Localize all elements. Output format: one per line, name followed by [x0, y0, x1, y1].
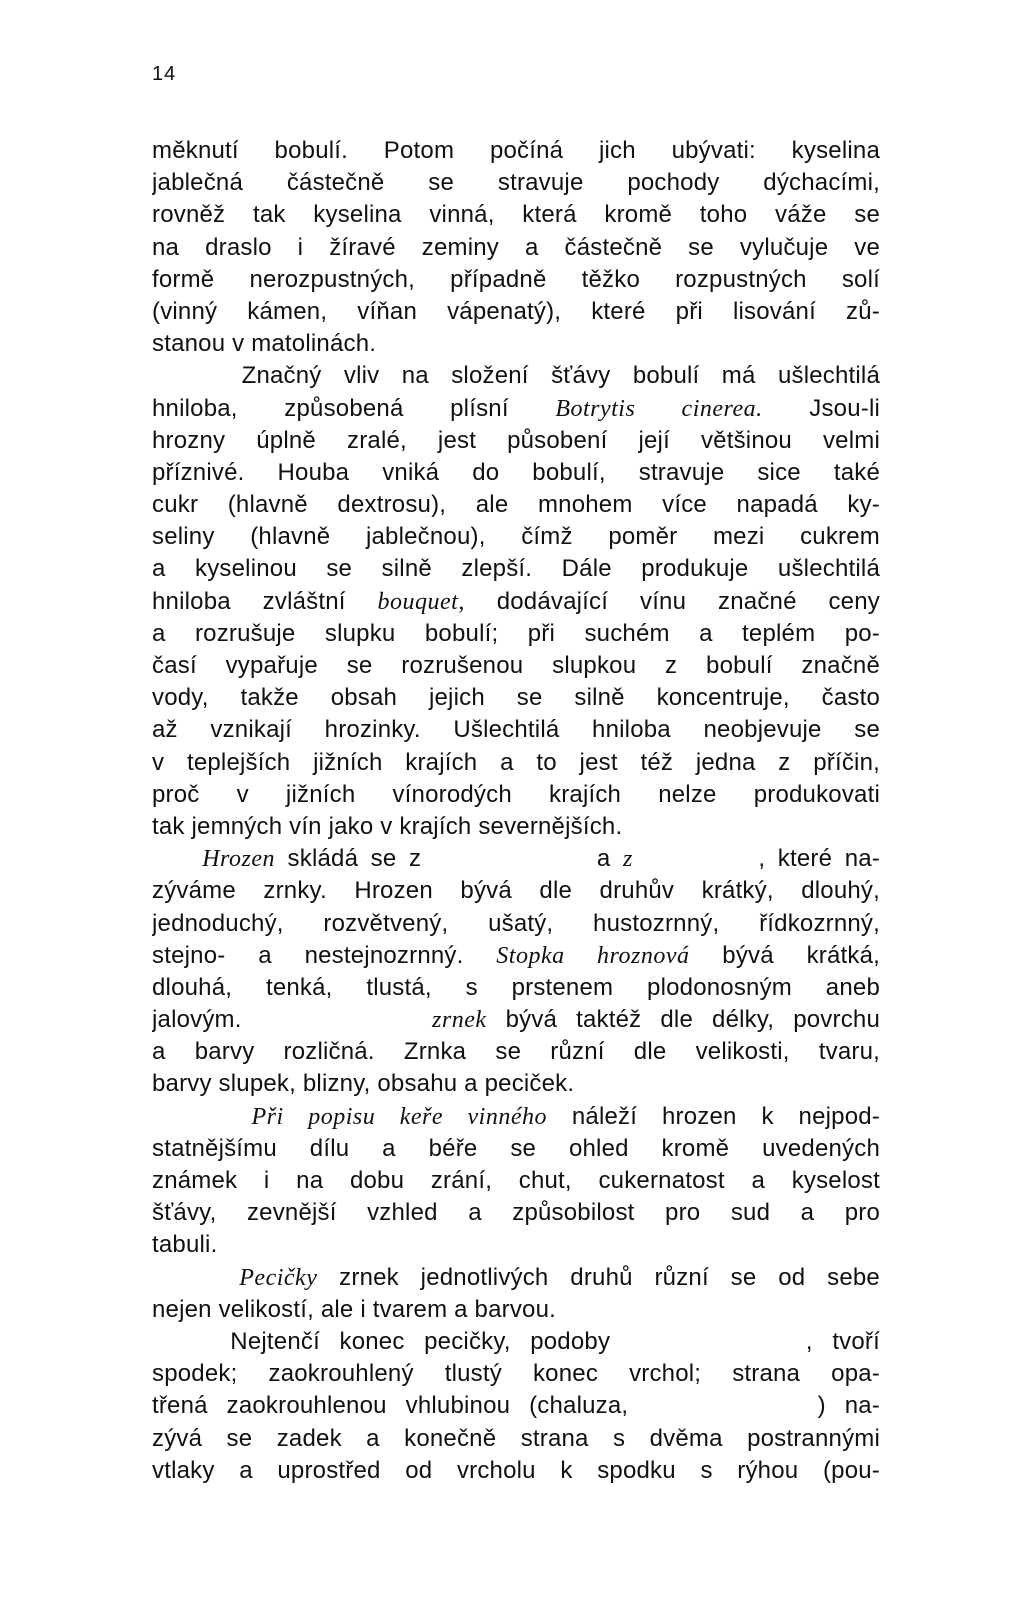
- text-line: [152, 714, 880, 746]
- text-segment: hniloba, způsobená plísní: [152, 394, 556, 422]
- text-line: [152, 553, 880, 585]
- italic-term: Pecičky: [239, 1264, 318, 1291]
- text-segment: vtlaky a uprostřed od vrcholu k spodku s rýhou (pou-: [152, 1456, 880, 1484]
- text-line: [152, 232, 880, 264]
- text-segment: hrozny úplně zralé, jest působení její většinou velmi: [152, 426, 880, 454]
- text-segment: zýváme zrnky. Hrozen bývá dle druhův krátký, dlouhý,: [152, 877, 880, 905]
- body-text: [152, 135, 880, 1487]
- italic-term: Hrozen: [202, 846, 275, 873]
- text-segment: [152, 845, 202, 872]
- text-segment: bývá taktéž dle délky, povrchu: [486, 1006, 880, 1034]
- text-line: [152, 1101, 880, 1133]
- text-segment: jednoduchý, rozvětvený, ušatý, hustozrnný, řídkozrnný,: [152, 909, 880, 937]
- text-line: [152, 650, 880, 682]
- text-line: [152, 1262, 880, 1294]
- text-segment: až vznikají hrozinky. Ušlechtilá hniloba neobjevuje se: [152, 716, 880, 744]
- text-segment: jablečná částečně se stravuje pochody dýchacími,: [152, 169, 880, 197]
- text-line: [152, 328, 880, 360]
- italic-term: Botrytis cinerea.: [555, 395, 763, 422]
- text-segment: šťávy, zevnější vzhled a způsobilost pro sud a pro: [152, 1199, 880, 1227]
- text-segment: příznivé. Houba vniká do bobulí, stravuje sice také: [152, 458, 880, 486]
- text-segment: [152, 1264, 239, 1291]
- text-segment: tak jemných vín jako v krajích severnějších.: [152, 812, 623, 840]
- text-line: [152, 1326, 880, 1358]
- text-segment: bývá krátká,: [689, 941, 880, 969]
- text-segment: náleží hrozen k nejpod-: [547, 1102, 880, 1130]
- text-line: [152, 264, 880, 296]
- text-segment: měknutí bobulí. Potom počíná jich ubývati: kyselina: [152, 137, 880, 164]
- text-line: [152, 1229, 880, 1261]
- text-segment: v teplejších jižních krajích a to jest též jedna z příčin,: [152, 748, 880, 776]
- italic-term: Stopka hroznová: [496, 942, 690, 969]
- text-line: [152, 1390, 880, 1422]
- text-line: [152, 296, 880, 328]
- text-line: [152, 972, 880, 1004]
- text-line: [152, 360, 880, 392]
- text-line: [152, 747, 880, 779]
- text-segment: a rozrušuje slupku bobulí; při suchém a teplém po-: [152, 619, 880, 647]
- text-segment: seliny (hlavně jablečnou), čímž poměr mezi cukrem: [152, 523, 880, 551]
- text-segment: zrnek jednotlivých druhů různí se od sebe: [317, 1263, 880, 1291]
- italic-term: zrnek: [432, 1007, 487, 1034]
- text-line: [152, 393, 880, 425]
- text-line: [152, 521, 880, 553]
- text-line: [152, 489, 880, 521]
- text-segment: barvy slupek, blizny, obsahu a peciček.: [152, 1070, 575, 1098]
- text-line: [152, 1068, 880, 1100]
- text-segment: (vinný kámen, víňan vápenatý), které při lisování zů-: [152, 297, 880, 325]
- text-segment: cukr (hlavně dextrosu), ale mnohem více napadá ky-: [152, 491, 880, 519]
- text-segment: proč v jižních vínorodých krajích nelze produkovati: [152, 780, 880, 808]
- text-line: [152, 167, 880, 199]
- italic-term: bouquet,: [377, 588, 465, 615]
- text-segment: rovněž tak kyselina vinná, která kromě toho váže se: [152, 201, 880, 229]
- text-segment: nejen velikostí, ale i tvarem a barvou.: [152, 1295, 556, 1323]
- text-segment: vody, takže obsah jejich se silně koncentruje, často: [152, 684, 880, 712]
- text-segment: Značný vliv na složení šťávy bobulí má ušlechtilá: [152, 362, 880, 390]
- text-segment: dlouhá, tenká, tlustá, s prstenem plodonosným aneb: [152, 973, 880, 1001]
- text-line: [152, 875, 880, 907]
- text-line: [152, 682, 880, 714]
- text-segment: zývá se zadek a konečně strana s dvěma postrannými: [152, 1424, 880, 1452]
- text-segment: statnějšímu dílu a béře se ohled kromě uvedených: [152, 1134, 880, 1162]
- italic-term: Při popisu keře vinného: [251, 1103, 547, 1130]
- text-line: [152, 811, 880, 843]
- text-line: [152, 1197, 880, 1229]
- text-line: [152, 940, 880, 972]
- text-segment: jalovým.: [152, 1006, 433, 1034]
- text-segment: stejno- a nestejnozrnný.: [152, 941, 497, 969]
- text-segment: a kyselinou se silně zlepší. Dále produkuje ušlechtilá: [152, 555, 880, 583]
- text-line: [152, 1133, 880, 1165]
- text-segment: formě nerozpustných, případně těžko rozpustných solí: [152, 265, 880, 293]
- text-line: [152, 135, 880, 167]
- text-line: [152, 457, 880, 489]
- text-segment: tabuli.: [152, 1231, 218, 1259]
- text-segment: skládá se z a: [275, 845, 624, 873]
- text-line: [152, 1455, 880, 1487]
- text-segment: Jsou-li: [762, 394, 880, 422]
- text-line: [152, 1036, 880, 1068]
- text-segment: třená zaokrouhlenou vhlubinou (chaluza, ) na-: [152, 1392, 880, 1420]
- text-line: [152, 199, 880, 231]
- text-segment: spodek; zaokrouhlený tlustý konec vrchol; strana opa-: [152, 1360, 880, 1388]
- text-segment: [152, 1103, 252, 1130]
- text-segment: stanou v matolinách.: [152, 330, 377, 358]
- text-line: [152, 618, 880, 650]
- text-line: [152, 1294, 880, 1326]
- text-segment: dodávající vínu značné ceny: [464, 587, 880, 615]
- text-line: [152, 908, 880, 940]
- text-line: [152, 425, 880, 457]
- text-line: [152, 1165, 880, 1197]
- page-number: 14: [152, 63, 177, 85]
- text-line: [152, 1358, 880, 1390]
- italic-term: z: [623, 846, 633, 873]
- text-segment: hniloba zvláštní: [152, 587, 378, 615]
- text-segment: časí vypařuje se rozrušenou slupkou z bobulí značně: [152, 652, 880, 679]
- text-line: [152, 586, 880, 618]
- text-line: [152, 779, 880, 811]
- text-line: [152, 843, 880, 875]
- text-line: [152, 1004, 880, 1036]
- text-segment: známek i na dobu zrání, chut, cukernatost a kyselost: [152, 1167, 880, 1194]
- text-line: [152, 1423, 880, 1455]
- text-segment: Nejtenčí konec pecičky, podoby , tvoří: [152, 1327, 880, 1355]
- text-segment: , které na-: [632, 845, 880, 873]
- text-segment: na draslo i žíravé zeminy a částečně se vylučuje ve: [152, 233, 880, 261]
- text-segment: a barvy rozličná. Zrnka se různí dle velikosti, tvaru,: [152, 1038, 880, 1066]
